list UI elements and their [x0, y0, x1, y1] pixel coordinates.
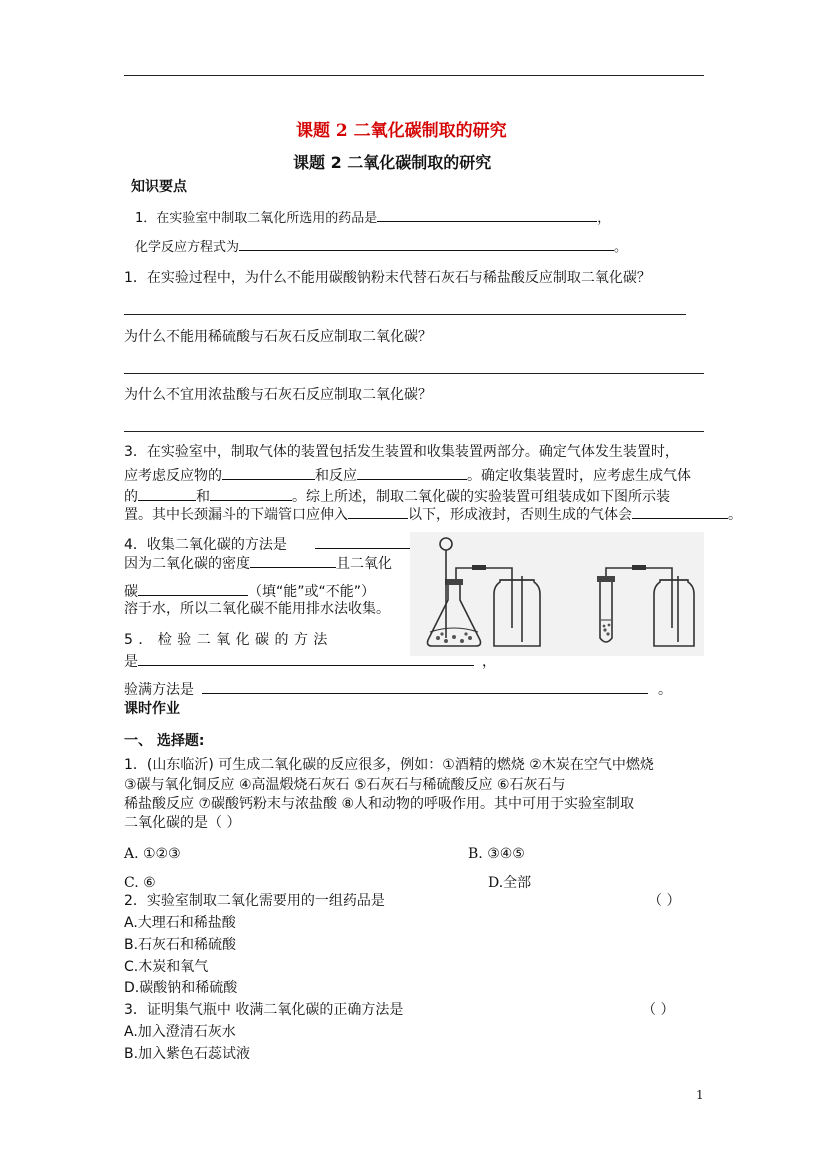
page-title-red: 课题 2 二氧化碳制取的研究: [296, 121, 507, 141]
blank-gas-escape[interactable]: [632, 504, 728, 519]
section-heading-knowledge: 知识要点: [131, 179, 187, 195]
q3-text-d: 的: [124, 489, 138, 505]
mc-question-2-paren[interactable]: （ ）: [648, 893, 681, 909]
apparatus-figure: [410, 532, 704, 656]
blank-drug[interactable]: [377, 207, 597, 222]
mc2-option-b[interactable]: B.石灰石和稀硫酸: [124, 937, 237, 953]
q4-text-e: （填“能”或“不能”）: [248, 584, 376, 600]
question-5-line2: [124, 651, 496, 671]
answer-line-1c[interactable]: [124, 431, 704, 432]
page-title: 课题 2 二氧化碳制取的研究: [293, 153, 492, 172]
q5-text-b: ，: [482, 654, 496, 670]
page-number: 1: [696, 1088, 704, 1102]
blank-density[interactable]: [250, 553, 336, 568]
question-equation-end: 。: [614, 240, 628, 255]
section-heading-homework: 课时作业: [124, 701, 180, 717]
mc-question-3: 3．证明集气瓶中 收满二氧化碳的正确方法是: [124, 1002, 404, 1018]
blank-reaction-condition[interactable]: [357, 465, 467, 480]
blank-reactant-state[interactable]: [222, 465, 315, 480]
mc3-option-b[interactable]: B.加入紫色石蕊试液: [124, 1046, 251, 1062]
blank-equation[interactable]: [239, 236, 614, 251]
question-drug-text: 1．在实验室中制取二氧化所选用的药品是: [135, 211, 378, 226]
mc-question-1-line4: 二氧化碳的是（ ）: [124, 815, 241, 831]
q5-text-a: 是: [124, 654, 138, 670]
question-4-line2: [124, 553, 392, 573]
question-4-line1: [124, 534, 413, 554]
question-drug: [135, 207, 610, 228]
blank-collection-method[interactable]: [315, 534, 413, 549]
q4-text-c: 且二氧化: [336, 556, 392, 572]
header-rule: [124, 75, 704, 76]
q3-text-e: 和: [196, 489, 210, 505]
mc3-option-a[interactable]: A.加入澄清石灰水: [124, 1024, 236, 1040]
q3-text-g: 置。其中长颈漏斗的下端管口应伸入: [124, 507, 348, 523]
answer-line-1[interactable]: [124, 314, 686, 315]
mc-question-2: 2．实验室制取二氧化需要用的一组药品是: [124, 893, 385, 909]
question-3-line1: 3．在实验室中，制取气体的装置包括发生装置和收集装置两部分。确定气体发生装置时，: [124, 444, 679, 460]
blank-funnel-depth[interactable]: [348, 504, 408, 519]
mc-question-1-line1: 1．(山东临沂) 可生成二氧化碳的反应很多，例如：①酒精的燃烧 ②木炭在空气中燃烧: [124, 757, 654, 773]
blank-soluble[interactable]: [138, 581, 248, 596]
q5-text-d: 。: [658, 682, 672, 698]
q3-text-f: 。综上所述，制取二氧化碳的实验装置可组装成如下图所示装: [292, 489, 670, 505]
q3-text-h: 以下，形成液封，否则生成的气体会: [408, 507, 632, 523]
section-sub-choice: 一、 选择题:: [124, 733, 205, 749]
mc-question-1-line2: ③碳与氧化铜反应 ④高温煅烧石灰石 ⑤石灰石与稀硫酸反应 ⑥石灰石与: [124, 777, 566, 793]
question-1c: 为什么不宜用浓盐酸与石灰石反应制取二氧化碳？: [124, 387, 432, 403]
mc2-option-a[interactable]: A.大理石和稀盐酸: [124, 915, 236, 931]
question-4-line4: 溶于水，所以二氧化碳不能用排水法收集。: [124, 601, 390, 617]
question-drug-end: ，: [597, 211, 611, 226]
mc2-option-c[interactable]: C.木炭和氧气: [124, 959, 209, 975]
q4-text-b: 因为二氧化碳的密度: [124, 556, 250, 572]
question-1: 1．在实验过程中，为什么不能用碳酸钠粉末代替石灰石与稀盐酸反应制取二氧化碳？: [124, 270, 651, 286]
question-3-line4: [124, 504, 742, 524]
question-equation-text: 化学反应方程式为: [135, 240, 240, 255]
mc-question-3-paren[interactable]: （ ）: [642, 1002, 675, 1018]
question-3-line2: [124, 465, 691, 485]
mc2-option-d[interactable]: D.碳酸钠和稀硫酸: [124, 980, 238, 996]
mc1-option-c[interactable]: C. ⑥: [124, 875, 156, 891]
question-3-line3: [124, 486, 670, 506]
blank-gas-density[interactable]: [138, 486, 196, 501]
q3-text-c: 。确定收集装置时，应考虑生成气体: [467, 468, 691, 484]
blank-full-check[interactable]: [202, 679, 648, 694]
blank-gas-solubility[interactable]: [210, 486, 292, 501]
mc1-option-a[interactable]: A. ①②③: [124, 846, 181, 862]
question-5-line1: 5 ． 检 验 二 氧 化 碳 的 方 法: [124, 632, 328, 648]
question-1b: 为什么不能用稀硫酸与石灰石反应制取二氧化碳？: [124, 329, 432, 345]
answer-line-1b[interactable]: [124, 373, 704, 374]
question-5-line3: [124, 679, 672, 699]
mc-question-1-line3: 稀盐酸反应 ⑦碳酸钙粉末与浓盐酸 ⑧人和动物的呼吸作用。其中可用于实验室制取: [124, 796, 634, 812]
question-equation: [135, 236, 627, 257]
question-4-line3: [124, 581, 375, 601]
q4-text-a: 4．收集二氧化碳的方法是: [124, 537, 287, 553]
q3-text-i: 。: [728, 507, 742, 523]
mc1-option-b[interactable]: B. ③④⑤: [468, 846, 525, 862]
q5-text-c: 验满方法是: [124, 682, 194, 698]
q3-text-a: 应考虑反应物的: [124, 468, 222, 484]
blank-detect-method[interactable]: [138, 651, 474, 666]
q4-text-d: 碳: [124, 584, 138, 600]
mc1-option-d[interactable]: D.全部: [488, 875, 532, 891]
q3-text-b: 和反应: [315, 468, 357, 484]
